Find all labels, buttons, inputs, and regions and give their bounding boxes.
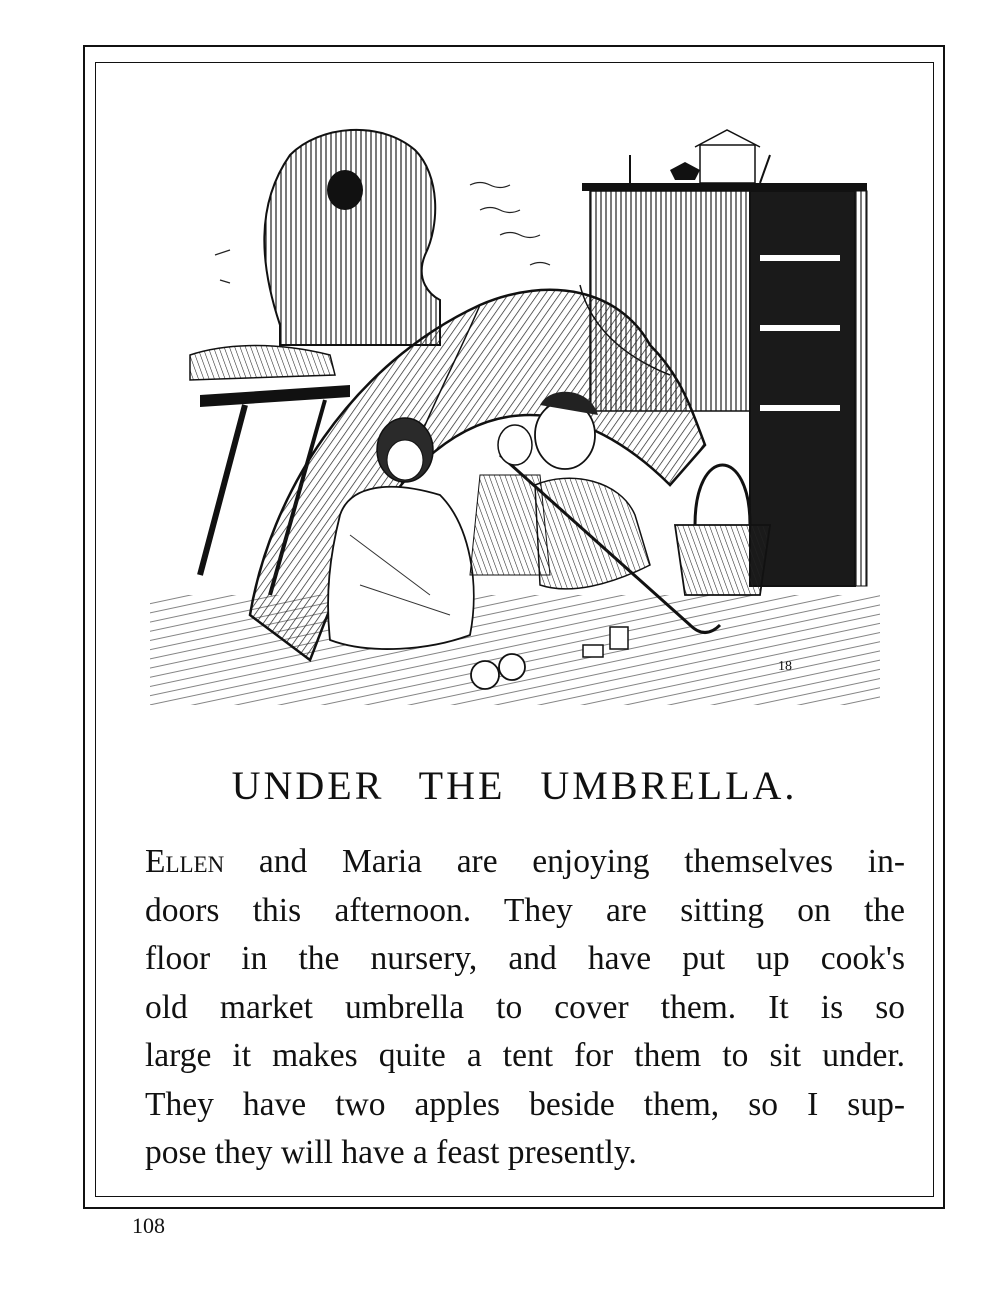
paragraph-line: large it makes quite a tent for them to sit under. xyxy=(145,1037,905,1074)
paragraph-line: pose they will have a feast presently. xyxy=(145,1134,637,1171)
page-number: 108 xyxy=(132,1213,165,1238)
page-title: UNDER THE UMBRELLA. xyxy=(231,763,798,808)
drop-word: Ellen xyxy=(145,843,225,880)
paragraph-line: Ellen and Maria are enjoying themselves in- xyxy=(145,843,905,880)
paragraph-line: old market umbrella to cover them. It is so xyxy=(145,988,905,1026)
story-paragraph xyxy=(145,838,905,1178)
paragraph-line: doors this afternoon. They are sitting on the xyxy=(145,891,905,929)
umbrella-illustration xyxy=(150,115,880,715)
wall-board xyxy=(264,130,440,345)
paragraph-line: They have two apples beside them, so I sup- xyxy=(145,1085,905,1123)
paragraph-line: floor in the nursery, and have put up cook's xyxy=(145,940,905,977)
artist-signature: 18 xyxy=(778,659,792,674)
